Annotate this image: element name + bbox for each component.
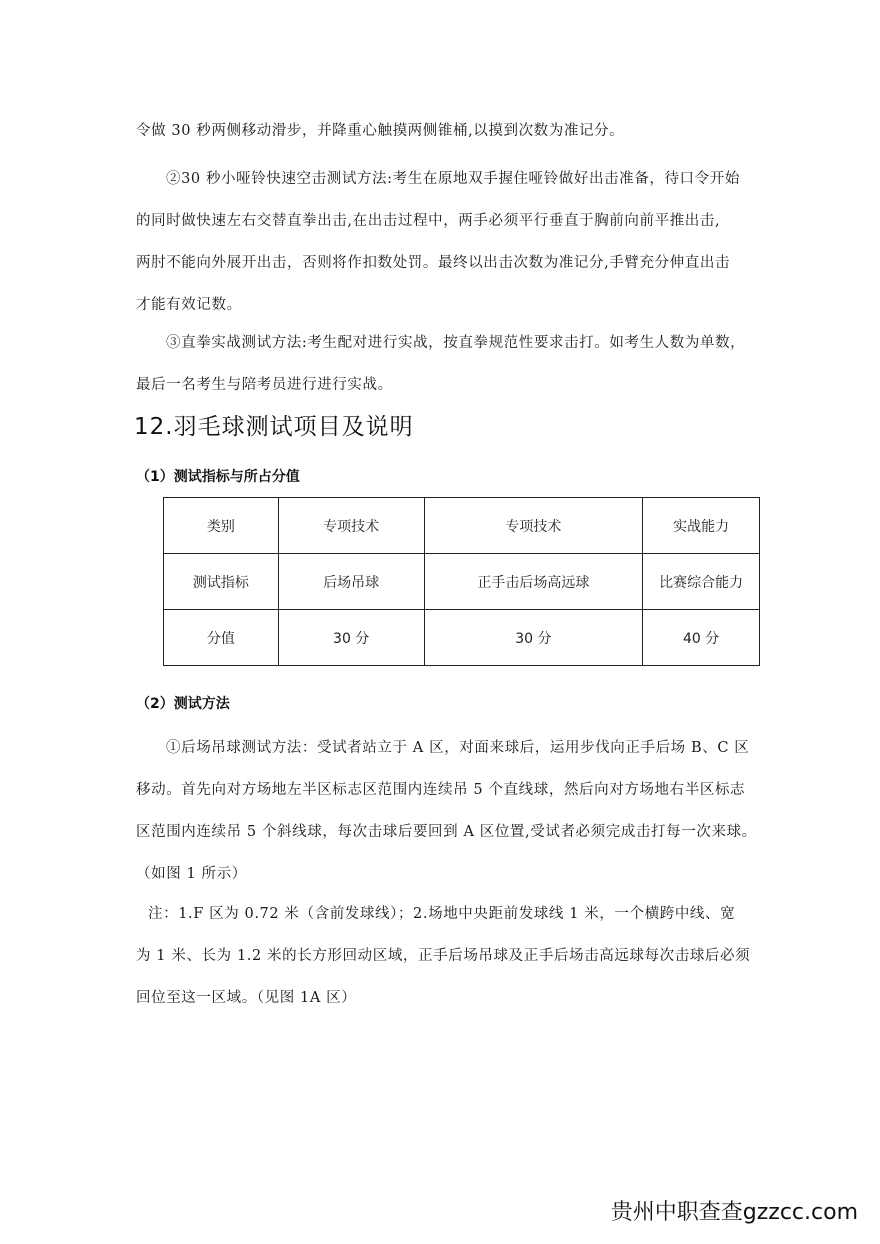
text-line: 移动。首先向对方场地左半区标志区范围内连续吊 5 个直线球，然后向对方场地右半区标志 xyxy=(136,782,746,798)
table-cell: 后场吊球 xyxy=(278,554,424,610)
table-cell: 专项技术 xyxy=(424,498,643,554)
table-cell: 分值 xyxy=(164,610,279,666)
table-cell: 正手击后场高远球 xyxy=(424,554,643,610)
score-table xyxy=(163,497,760,666)
paragraph-straight-punch-test xyxy=(136,322,748,406)
table-row xyxy=(164,498,760,554)
table-cell: 40 分 xyxy=(643,610,760,666)
subheading-method: （2）测试方法 xyxy=(136,696,230,712)
text-line: 区范围内连续吊 5 个斜线球，每次击球后要回到 A 区位置,受试者必须完成击打每一次来球。 xyxy=(136,824,757,840)
table-cell: 专项技术 xyxy=(278,498,424,554)
section-heading: 12.羽毛球测试项目及说明 xyxy=(134,414,414,440)
table-cell: 30 分 xyxy=(278,610,424,666)
subheading-indicators: （1）测试指标与所占分值 xyxy=(136,469,300,485)
text-line: 令做 30 秒两侧移动滑步，并降重心触摸两侧锥桶,以摸到次数为准记分。 xyxy=(136,123,625,139)
paragraph-note xyxy=(136,893,751,1019)
text-line: 回位至这一区域。（见图 1A 区） xyxy=(136,990,357,1006)
paragraph-drop-shot-test xyxy=(136,727,757,895)
text-line: 才能有效记数。 xyxy=(136,297,242,313)
table-cell: 30 分 xyxy=(424,610,643,666)
paragraph-continuation xyxy=(136,110,748,152)
table-cell: 比赛综合能力 xyxy=(643,554,760,610)
text-line: ①后场吊球测试方法：受试者站立于 A 区，对面来球后，运用步伐向正手后场 B、C 区 xyxy=(166,740,750,756)
table-row xyxy=(164,554,760,610)
text-line: 最后一名考生与陪考员进行进行实战。 xyxy=(136,377,393,393)
paragraph-dumbbell-test xyxy=(136,158,748,326)
text-line: 注：1.F 区为 0.72 米（含前发球线）；2.场地中央距前发球线 1 米，一个横跨中线、宽 xyxy=(148,906,736,922)
watermark: 贵州中职查查gzzcc.com xyxy=(610,1200,858,1225)
table-row xyxy=(164,610,760,666)
text-line: ③直拳实战测试方法:考生配对进行实战，按直拳规范性要求击打。如考生人数为单数， xyxy=(166,335,746,351)
text-line: （如图 1 所示） xyxy=(136,866,247,882)
text-line: ②30 秒小哑铃快速空击测试方法:考生在原地双手握住哑铃做好出击准备，待口令开始 xyxy=(166,171,740,187)
text-line: 两肘不能向外展开出击，否则将作扣数处罚。最终以出击次数为准记分,手臂充分伸直出击 xyxy=(136,255,731,271)
table-cell: 类别 xyxy=(164,498,279,554)
text-line: 为 1 米、长为 1.2 米的长方形回动区域，正手后场吊球及正手后场击高远球每次击球后必须 xyxy=(136,948,751,964)
table-cell: 实战能力 xyxy=(643,498,760,554)
table-cell: 测试指标 xyxy=(164,554,279,610)
text-line: 的同时做快速左右交替直拳出击,在出击过程中，两手必须平行垂直于胸前向前平推出击, xyxy=(136,213,721,229)
